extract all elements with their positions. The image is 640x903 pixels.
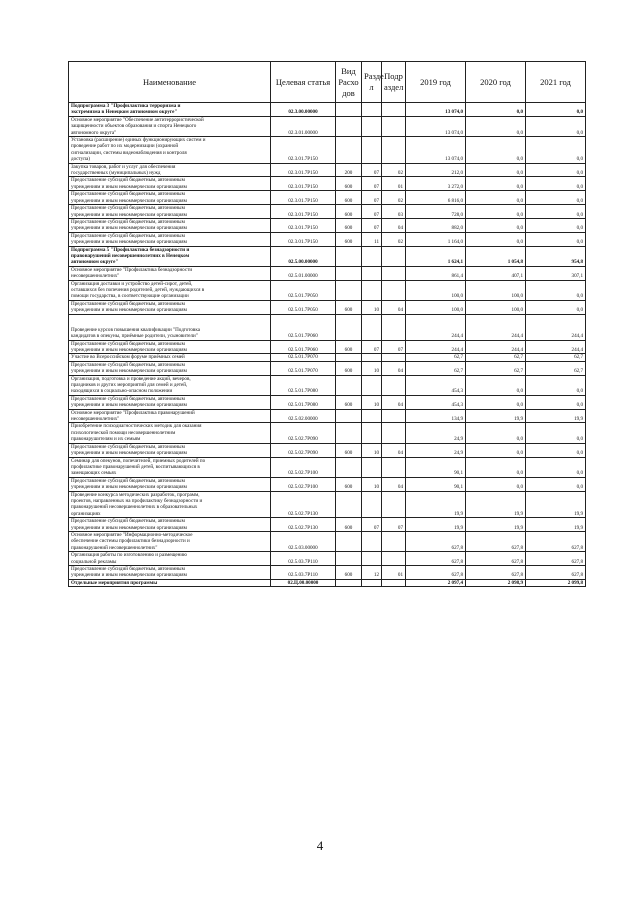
cell-year-2021: 62,7 [526,361,586,375]
table-row [69,103,586,117]
cell-year-2021: 0,0 [526,232,586,246]
table-row [69,552,586,566]
cell-expense-type [336,116,362,136]
cell-section: 07 [362,191,382,205]
cell-section [362,423,382,443]
cell-target-article: 02.5.02.00000 [271,409,336,423]
cell-year-2019: 19,9 [406,518,466,532]
cell-section: 07 [362,518,382,532]
cell-target-article: 02.3.01.7Р150 [271,163,336,177]
cell-year-2020: 0,0 [466,477,526,491]
cell-subsection: 04 [382,395,406,409]
cell-section: 11 [362,232,382,246]
cell-target-article: 02.5.02.7Р090 [271,443,336,457]
cell-subsection [382,531,406,551]
cell-target-article: 02.3.01.7Р150 [271,205,336,219]
cell-name: Предоставление субсидий бюджетным, автономным учреждениям и иным некоммерческим организациям [69,518,271,532]
cell-name: Предоставление субсидий бюджетным, автономным учреждениям и иным некоммерческим организациям [69,191,271,205]
cell-year-2021: 244,4 [526,340,586,354]
cell-year-2019: 100,0 [406,280,466,300]
cell-year-2019: 13 074,0 [406,137,466,164]
cell-section [362,552,382,566]
table-row [69,340,586,354]
header-name: Наименование [69,62,271,103]
cell-year-2019: 882,0 [406,218,466,232]
cell-section: 07 [362,205,382,219]
cell-expense-type: 600 [336,443,362,457]
table-row [69,375,586,395]
cell-year-2020: 0,0 [466,218,526,232]
cell-year-2021: 19,9 [526,518,586,532]
cell-year-2021: 307,1 [526,266,586,280]
cell-year-2021: 19,9 [526,491,586,518]
cell-subsection: 04 [382,218,406,232]
cell-expense-type [336,457,362,477]
cell-name: Предоставление субсидий бюджетным, автономным учреждениям и иным некоммерческим организациям [69,395,271,409]
cell-subsection [382,457,406,477]
cell-subsection [382,280,406,300]
cell-year-2020: 0,0 [466,375,526,395]
cell-year-2019: 19,9 [406,491,466,518]
cell-year-2021: 0,0 [526,191,586,205]
cell-subsection [382,423,406,443]
cell-target-article: 02.3.01.7Р150 [271,191,336,205]
cell-year-2020: 0,0 [466,423,526,443]
header-target-article: Целевая статья [271,62,336,103]
cell-expense-type [336,491,362,518]
cell-name: Предоставление субсидий бюджетным, автономным учреждениям и иным некоммерческим организациям [69,177,271,191]
cell-year-2019: 3 272,0 [406,177,466,191]
cell-year-2019: 62,7 [406,361,466,375]
cell-expense-type: 600 [336,177,362,191]
cell-expense-type: 600 [336,340,362,354]
cell-year-2020: 407,1 [466,266,526,280]
cell-name: Участие во Всероссийском форуме приёмных семей [69,354,271,361]
cell-section: 07 [362,340,382,354]
table-row [69,361,586,375]
cell-year-2020: 627,8 [466,531,526,551]
header-row [69,62,586,103]
cell-expense-type: 600 [336,232,362,246]
cell-year-2020: 19,9 [466,518,526,532]
cell-target-article: 02.3.01.7Р150 [271,177,336,191]
table-row [69,280,586,300]
cell-year-2021: 0,0 [526,443,586,457]
cell-year-2021: 0,0 [526,395,586,409]
cell-year-2020: 627,8 [466,566,526,580]
cell-year-2019: 244,4 [406,314,466,340]
cell-year-2019: 6 816,0 [406,191,466,205]
cell-expense-type: 600 [336,566,362,580]
cell-section [362,103,382,117]
cell-subsection: 01 [382,566,406,580]
cell-target-article: 02.3.01.00000 [271,116,336,136]
cell-year-2020: 0,0 [466,191,526,205]
cell-subsection [382,116,406,136]
cell-year-2021: 627,8 [526,566,586,580]
cell-section [362,375,382,395]
cell-year-2020: 0,0 [466,103,526,117]
cell-year-2020: 244,4 [466,314,526,340]
cell-name: Проведение конкурса методических разработок, программ, проектов, направленных на профилактику безнадзорности и правонарушений несовершеннолетних в образовательных организациях [69,491,271,518]
cell-subsection [382,137,406,164]
cell-year-2020: 0,0 [466,457,526,477]
cell-section: 10 [362,361,382,375]
cell-target-article: 02.5.02.7Р090 [271,423,336,443]
cell-name: Организация, подготовка и проведение акций, вечеров, праздников и других мероприятий для семей и детей, находящихся в социально-опасном положении [69,375,271,395]
cell-year-2020: 0,0 [466,205,526,219]
table-row [69,423,586,443]
table-row [69,395,586,409]
cell-year-2019: 90,1 [406,457,466,477]
table-row [69,457,586,477]
cell-year-2019: 627,8 [406,552,466,566]
cell-expense-type: 600 [336,477,362,491]
cell-year-2021: 0,0 [526,103,586,117]
cell-subsection [382,409,406,423]
cell-year-2019: 627,8 [406,566,466,580]
cell-year-2021: 0,0 [526,137,586,164]
cell-expense-type: 600 [336,300,362,314]
cell-year-2021: 0,0 [526,280,586,300]
table-body [69,103,586,587]
cell-expense-type: 600 [336,518,362,532]
cell-year-2020: 0,0 [466,395,526,409]
page-number: 4 [316,838,324,853]
table-row [69,163,586,177]
cell-name: Основное мероприятие "Профилактика безнадзорности несовершеннолетних" [69,266,271,280]
cell-target-article: 02.5.02.7Р130 [271,491,336,518]
cell-year-2021: 0,0 [526,375,586,395]
table-row [69,491,586,518]
cell-year-2021: 0,0 [526,477,586,491]
cell-name: Подпрограмма 5 "Профилактика безнадзорности и правонарушений несовершеннолетних в Ненецком автономном округе" [69,246,271,266]
cell-year-2019: 62,7 [406,354,466,361]
cell-name: Установка (расширение) единых функционирующих систем и проведение работ по их модернизации (охранной сигнализации, системы видеонаблюдения и контроля доступа) [69,137,271,164]
cell-name: Закупка товаров, работ и услуг для обеспечения государственных (муниципальных) нужд [69,163,271,177]
cell-section [362,409,382,423]
cell-section [362,280,382,300]
cell-target-article: 02.5.01.7Р050 [271,300,336,314]
cell-section: 10 [362,395,382,409]
cell-section: 07 [362,177,382,191]
cell-expense-type [336,354,362,361]
cell-target-article: 02.5.01.7Р070 [271,354,336,361]
cell-year-2021: 0,0 [526,163,586,177]
cell-subsection [382,579,406,586]
cell-year-2020: 0,0 [466,163,526,177]
cell-year-2021: 2 099,8 [526,579,586,586]
table-row [69,232,586,246]
cell-year-2020: 0,0 [466,232,526,246]
cell-year-2020: 62,7 [466,361,526,375]
cell-name: Организация доставки и устройство детей-сирот, детей, оставшихся без попечения родителей, детей, нуждающихся в помощи государства, в соответствующие организации [69,280,271,300]
cell-subsection [382,314,406,340]
cell-name: Семинар для опекунов, попечителей, приемных родителей по профилактике правонарушений детей, воспитывающихся в замещающих семьях [69,457,271,477]
cell-subsection [382,354,406,361]
cell-target-article: 02.3.01.7Р150 [271,232,336,246]
cell-name: Отдельные мероприятия программы [69,579,271,586]
cell-target-article: 02.3.01.7Р150 [271,218,336,232]
cell-subsection: 01 [382,177,406,191]
cell-year-2019: 1 624,1 [406,246,466,266]
cell-expense-type [336,246,362,266]
table-row [69,531,586,551]
cell-name: Предоставление субсидий бюджетным, автономным учреждениям и иным некоммерческим организациям [69,443,271,457]
cell-expense-type: 600 [336,361,362,375]
cell-expense-type [336,409,362,423]
table-row [69,579,586,586]
cell-target-article: 02.3.00.00000 [271,103,336,117]
cell-year-2019: 212,0 [406,163,466,177]
cell-section [362,246,382,266]
cell-year-2020: 627,8 [466,552,526,566]
cell-year-2021: 627,8 [526,531,586,551]
cell-name: Приобретение психодиагностических методик для оказания психологической помощи несовершеннолетним правонарушителям и их семьям [69,423,271,443]
cell-target-article: 02.5.01.7Р080 [271,395,336,409]
budget-table [68,61,586,587]
cell-year-2020: 100,0 [466,280,526,300]
table-row [69,409,586,423]
cell-name: Предоставление субсидий бюджетным, автономным учреждениям и иным некоммерческим организациям [69,340,271,354]
cell-subsection: 02 [382,163,406,177]
cell-subsection [382,375,406,395]
cell-expense-type: 600 [336,218,362,232]
cell-target-article: 02.5.01.7Р080 [271,375,336,395]
cell-year-2019: 861,4 [406,266,466,280]
cell-year-2019: 134,9 [406,409,466,423]
cell-section [362,491,382,518]
header-expense-type: Вид Расхо дов [336,62,362,103]
table-row [69,518,586,532]
cell-expense-type [336,423,362,443]
cell-name: Предоставление субсидий бюджетным, автономным учреждениям и иным некоммерческим организациям [69,477,271,491]
cell-year-2020: 100,0 [466,300,526,314]
cell-name: Подпрограмма 3 "Профилактика терроризма и экстремизма в Ненецком автономном округе" [69,103,271,117]
cell-year-2021: 244,4 [526,314,586,340]
cell-expense-type [336,531,362,551]
cell-expense-type [336,103,362,117]
cell-section [362,116,382,136]
cell-subsection: 02 [382,232,406,246]
cell-name: Основное мероприятие "Профилактика правонарушений несовершеннолетних" [69,409,271,423]
cell-subsection: 07 [382,518,406,532]
cell-subsection: 04 [382,443,406,457]
cell-section: 07 [362,163,382,177]
cell-name: Проведение курсов повышения квалификации "Подготовка кандидатов в опекуны, приёмные родители, усыновители" [69,314,271,340]
cell-year-2019: 90,1 [406,477,466,491]
cell-year-2020: 19,9 [466,409,526,423]
cell-expense-type: 600 [336,191,362,205]
cell-section: 10 [362,443,382,457]
table-row [69,205,586,219]
cell-expense-type: 600 [336,395,362,409]
cell-year-2020: 1 054,8 [466,246,526,266]
cell-year-2020: 0,0 [466,137,526,164]
cell-subsection [382,103,406,117]
cell-name: Предоставление субсидий бюджетным, автономным учреждениям и иным некоммерческим организациям [69,300,271,314]
cell-year-2019: 24,9 [406,423,466,443]
cell-section: 12 [362,566,382,580]
header-section: Разде л [362,62,382,103]
cell-year-2020: 244,4 [466,340,526,354]
table-row [69,443,586,457]
cell-target-article: 02.5.01.7Р060 [271,314,336,340]
cell-name: Предоставление субсидий бюджетным, автономным учреждениям и иным некоммерческим организациям [69,566,271,580]
cell-target-article: 02.5.01.7Р070 [271,361,336,375]
cell-subsection: 02 [382,191,406,205]
cell-target-article: 02.Ц.00.00000 [271,579,336,586]
cell-year-2021: 62,7 [526,354,586,361]
cell-target-article: 02.5.01.00000 [271,266,336,280]
table-row [69,300,586,314]
cell-subsection: 04 [382,300,406,314]
table-row [69,314,586,340]
cell-expense-type [336,266,362,280]
cell-year-2021: 0,0 [526,205,586,219]
cell-name: Предоставление субсидий бюджетным, автономным учреждениям и иным некоммерческим организациям [69,361,271,375]
cell-year-2020: 19,9 [466,491,526,518]
cell-year-2020: 0,0 [466,116,526,136]
cell-section: 10 [362,300,382,314]
header-year-2021: 2021 год [526,62,586,103]
cell-name: Основное мероприятие "Информационно-методическое обеспечение системы профилактики безнадзорности и правонарушений несовершеннолетних" [69,531,271,551]
cell-section: 07 [362,218,382,232]
cell-subsection: 07 [382,340,406,354]
table-row [69,137,586,164]
cell-section [362,457,382,477]
table-row [69,477,586,491]
cell-year-2019: 728,0 [406,205,466,219]
cell-name: Организация работы по изготовлению и размещению социальной рекламы [69,552,271,566]
cell-target-article: 02.5.02.7Р100 [271,477,336,491]
table-row [69,354,586,361]
table-row [69,116,586,136]
cell-year-2020: 62,7 [466,354,526,361]
cell-target-article: 02.5.03.7Р110 [271,566,336,580]
cell-year-2019: 2 097,4 [406,579,466,586]
table-row [69,191,586,205]
table-row [69,246,586,266]
header-subsection: Подр аздел [382,62,406,103]
cell-subsection [382,266,406,280]
cell-expense-type [336,314,362,340]
cell-year-2021: 0,0 [526,300,586,314]
cell-expense-type [336,137,362,164]
cell-target-article: 02.5.02.7Р100 [271,457,336,477]
table-row [69,266,586,280]
cell-year-2019: 454,3 [406,395,466,409]
cell-name: Предоставление субсидий бюджетным, автономным учреждениям и иным некоммерческим организациям [69,218,271,232]
cell-year-2019: 454,3 [406,375,466,395]
cell-expense-type [336,375,362,395]
cell-year-2020: 2 098,9 [466,579,526,586]
cell-section [362,314,382,340]
cell-target-article: 02.5.00.00000 [271,246,336,266]
cell-expense-type [336,579,362,586]
cell-expense-type: 200 [336,163,362,177]
cell-year-2021: 954,8 [526,246,586,266]
cell-target-article: 02.5.03.00000 [271,531,336,551]
cell-year-2019: 24,9 [406,443,466,457]
cell-year-2019: 13 074,0 [406,116,466,136]
cell-year-2021: 0,0 [526,116,586,136]
cell-expense-type [336,280,362,300]
cell-target-article: 02.3.01.7Р150 [271,137,336,164]
cell-year-2020: 0,0 [466,443,526,457]
cell-year-2021: 0,0 [526,218,586,232]
cell-year-2019: 13 074,0 [406,103,466,117]
cell-year-2020: 0,0 [466,177,526,191]
cell-name: Основное мероприятие "Обеспечение антитеррористической защищенности объектов образования и спорта Ненецкого автономного округа" [69,116,271,136]
table-row [69,218,586,232]
cell-subsection [382,552,406,566]
cell-year-2021: 0,0 [526,457,586,477]
table-row [69,177,586,191]
cell-subsection [382,246,406,266]
header-year-2020: 2020 год [466,62,526,103]
cell-subsection [382,491,406,518]
cell-name: Предоставление субсидий бюджетным, автономным учреждениям и иным некоммерческим организациям [69,232,271,246]
cell-section [362,531,382,551]
cell-year-2019: 100,0 [406,300,466,314]
cell-name: Предоставление субсидий бюджетным, автономным учреждениям и иным некоммерческим организациям [69,205,271,219]
cell-subsection: 04 [382,477,406,491]
cell-year-2019: 1 164,0 [406,232,466,246]
cell-section [362,137,382,164]
cell-section: 10 [362,477,382,491]
cell-year-2021: 627,8 [526,552,586,566]
cell-subsection: 03 [382,205,406,219]
cell-section [362,354,382,361]
cell-target-article: 02.5.02.7Р130 [271,518,336,532]
cell-section [362,266,382,280]
cell-subsection: 04 [382,361,406,375]
cell-target-article: 02.5.01.7Р060 [271,340,336,354]
cell-expense-type: 600 [336,205,362,219]
cell-target-article: 02.5.03.7Р110 [271,552,336,566]
table-row [69,566,586,580]
cell-year-2021: 0,0 [526,177,586,191]
cell-target-article: 02.5.01.7Р050 [271,280,336,300]
header-year-2019: 2019 год [406,62,466,103]
cell-year-2019: 244,4 [406,340,466,354]
cell-year-2021: 19,9 [526,409,586,423]
cell-year-2019: 627,8 [406,531,466,551]
cell-section [362,579,382,586]
cell-year-2021: 0,0 [526,423,586,443]
cell-expense-type [336,552,362,566]
